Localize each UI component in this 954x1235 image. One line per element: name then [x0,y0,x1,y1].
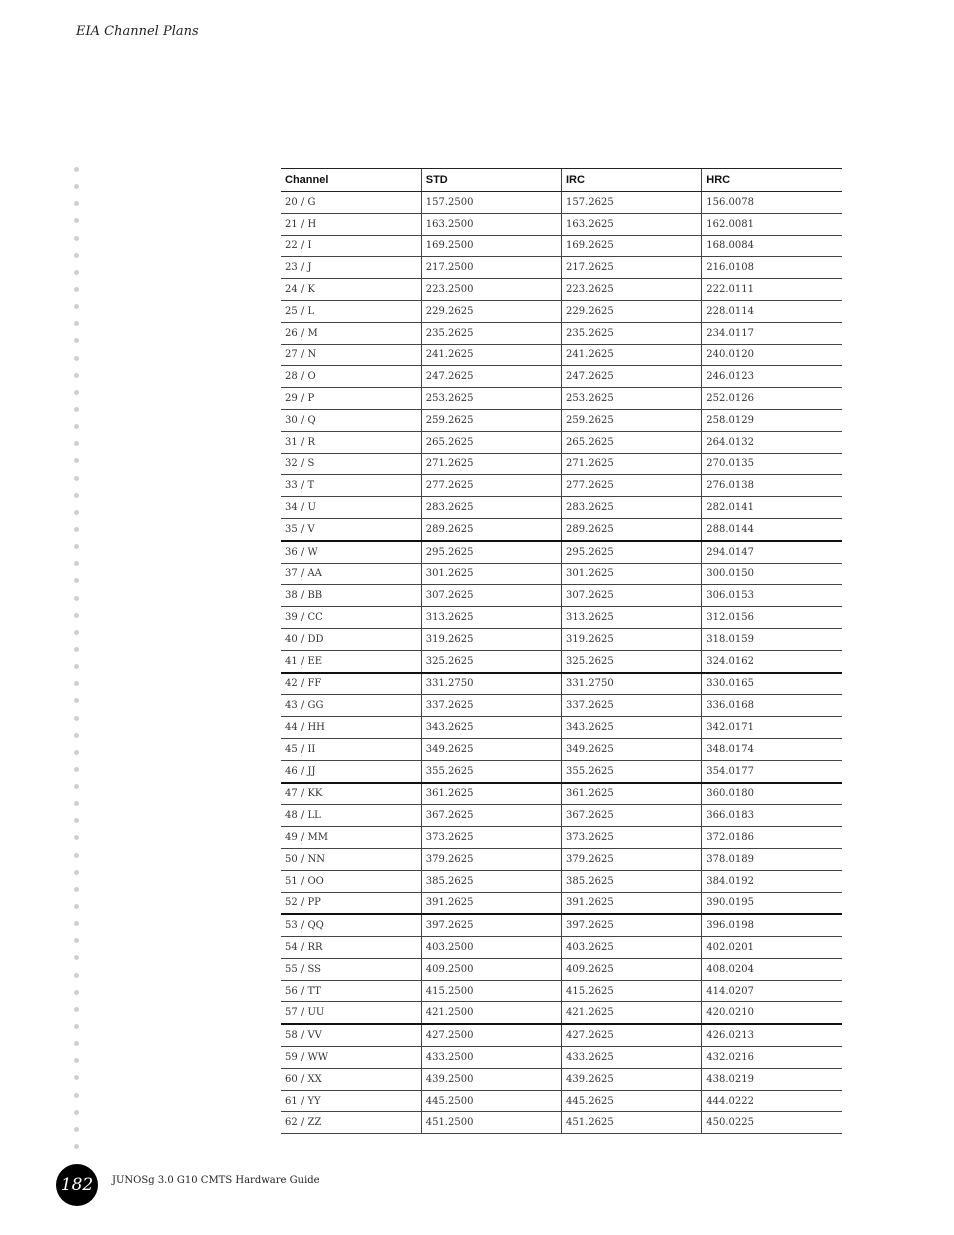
table-row [281,827,842,849]
margin-dot [74,1041,79,1046]
cell-irc: 385.2625 [562,870,702,892]
table-row [281,805,842,827]
column-header-channel: Channel [281,169,421,192]
cell-std: 253.2625 [421,388,561,410]
cell-irc: 325.2625 [562,650,702,672]
table-row [281,431,842,453]
table-row [281,279,842,301]
margin-dot [74,1058,79,1063]
margin-dot [74,1127,79,1132]
table-row [281,366,842,388]
margin-dot [74,1093,79,1098]
cell-hrc: 162.0081 [702,213,842,235]
cell-hrc: 390.0195 [702,892,842,914]
cell-channel: 51 / OO [281,870,421,892]
cell-hrc: 246.0123 [702,366,842,388]
cell-std: 259.2625 [421,409,561,431]
column-header-std: STD [421,169,561,192]
table-row [281,1024,842,1046]
table-row [281,322,842,344]
cell-std: 397.2625 [421,914,561,936]
cell-std: 271.2625 [421,453,561,475]
cell-std: 379.2625 [421,848,561,870]
cell-std: 235.2625 [421,322,561,344]
cell-channel: 30 / Q [281,409,421,431]
cell-std: 439.2500 [421,1068,561,1090]
cell-std: 409.2500 [421,958,561,980]
margin-dot [74,853,79,858]
margin-dot [74,613,79,618]
margin-dot [74,458,79,463]
cell-hrc: 354.0177 [702,760,842,782]
cell-hrc: 420.0210 [702,1002,842,1024]
margin-dot [74,733,79,738]
cell-hrc: 342.0171 [702,717,842,739]
cell-std: 451.2500 [421,1112,561,1134]
cell-irc: 403.2625 [562,937,702,959]
cell-hrc: 450.0225 [702,1112,842,1134]
cell-hrc: 252.0126 [702,388,842,410]
cell-irc: 391.2625 [562,892,702,914]
cell-hrc: 408.0204 [702,958,842,980]
table-row [281,848,842,870]
cell-channel: 41 / EE [281,650,421,672]
cell-hrc: 228.0114 [702,300,842,322]
page-number-badge: 182 [56,1164,98,1206]
margin-dot [74,750,79,755]
cell-std: 289.2625 [421,518,561,540]
table-row [281,257,842,279]
cell-std: 367.2625 [421,805,561,827]
cell-irc: 229.2625 [562,300,702,322]
cell-std: 313.2625 [421,607,561,629]
margin-dot [74,253,79,258]
cell-channel: 35 / V [281,518,421,540]
margin-dot [74,201,79,206]
cell-irc: 157.2625 [562,192,702,214]
cell-std: 361.2625 [421,783,561,805]
cell-hrc: 222.0111 [702,279,842,301]
cell-irc: 265.2625 [562,431,702,453]
table-row [281,717,842,739]
table-row [281,409,842,431]
cell-hrc: 270.0135 [702,453,842,475]
cell-hrc: 288.0144 [702,518,842,540]
cell-hrc: 240.0120 [702,344,842,366]
cell-irc: 331.2750 [562,673,702,695]
table-row [281,958,842,980]
margin-dot [74,698,79,703]
margin-dot [74,1024,79,1029]
cell-hrc: 330.0165 [702,673,842,695]
cell-std: 247.2625 [421,366,561,388]
cell-hrc: 156.0078 [702,192,842,214]
cell-irc: 337.2625 [562,695,702,717]
cell-channel: 42 / FF [281,673,421,695]
cell-channel: 55 / SS [281,958,421,980]
margin-dot-rule [74,167,82,1161]
table-row [281,563,842,585]
table-row [281,892,842,914]
margin-dot [74,596,79,601]
cell-hrc: 294.0147 [702,541,842,563]
margin-dot [74,647,79,652]
table-header-row [281,169,842,192]
cell-irc: 379.2625 [562,848,702,870]
table-row [281,628,842,650]
margin-dot [74,767,79,772]
table-row [281,213,842,235]
cell-channel: 32 / S [281,453,421,475]
cell-channel: 60 / XX [281,1068,421,1090]
cell-std: 421.2500 [421,1002,561,1024]
cell-channel: 43 / GG [281,695,421,717]
margin-dot [74,784,79,789]
margin-dot [74,716,79,721]
margin-dot [74,1007,79,1012]
cell-channel: 47 / KK [281,783,421,805]
cell-irc: 169.2625 [562,235,702,257]
table-row [281,937,842,959]
cell-std: 373.2625 [421,827,561,849]
margin-dot [74,681,79,686]
cell-channel: 56 / TT [281,980,421,1002]
table-row [281,388,842,410]
cell-hrc: 336.0168 [702,695,842,717]
cell-std: 157.2500 [421,192,561,214]
margin-dot [74,990,79,995]
margin-dot [74,236,79,241]
cell-std: 307.2625 [421,585,561,607]
margin-dot [74,955,79,960]
cell-std: 265.2625 [421,431,561,453]
table-row [281,192,842,214]
cell-std: 331.2750 [421,673,561,695]
cell-std: 403.2500 [421,937,561,959]
cell-channel: 26 / M [281,322,421,344]
margin-dot [74,270,79,275]
column-header-irc: IRC [562,169,702,192]
margin-dot [74,390,79,395]
cell-std: 427.2500 [421,1024,561,1046]
margin-dot [74,493,79,498]
cell-irc: 289.2625 [562,518,702,540]
margin-dot [74,356,79,361]
cell-irc: 361.2625 [562,783,702,805]
cell-channel: 38 / BB [281,585,421,607]
cell-hrc: 360.0180 [702,783,842,805]
table-row [281,1068,842,1090]
margin-dot [74,938,79,943]
cell-std: 295.2625 [421,541,561,563]
cell-hrc: 384.0192 [702,870,842,892]
cell-irc: 217.2625 [562,257,702,279]
cell-irc: 235.2625 [562,322,702,344]
cell-hrc: 378.0189 [702,848,842,870]
cell-irc: 223.2625 [562,279,702,301]
margin-dot [74,630,79,635]
cell-hrc: 318.0159 [702,628,842,650]
cell-hrc: 276.0138 [702,475,842,497]
cell-hrc: 366.0183 [702,805,842,827]
footer-book-title: JUNOSg 3.0 G10 CMTS Hardware Guide [112,1175,320,1186]
cell-irc: 367.2625 [562,805,702,827]
margin-dot [74,424,79,429]
table-row [281,518,842,540]
table-row [281,673,842,695]
margin-dot [74,544,79,549]
margin-dot [74,338,79,343]
table-row [281,695,842,717]
table-row [281,585,842,607]
margin-dot [74,373,79,378]
table-row [281,914,842,936]
cell-channel: 44 / HH [281,717,421,739]
cell-hrc: 438.0219 [702,1068,842,1090]
margin-dot [74,818,79,823]
margin-dot [74,921,79,926]
cell-std: 325.2625 [421,650,561,672]
cell-irc: 295.2625 [562,541,702,563]
cell-irc: 241.2625 [562,344,702,366]
margin-dot [74,527,79,532]
cell-channel: 34 / U [281,497,421,519]
margin-dot [74,561,79,566]
table-row [281,607,842,629]
cell-irc: 259.2625 [562,409,702,431]
cell-std: 163.2500 [421,213,561,235]
cell-std: 391.2625 [421,892,561,914]
margin-dot [74,184,79,189]
cell-irc: 313.2625 [562,607,702,629]
margin-dot [74,287,79,292]
cell-hrc: 444.0222 [702,1090,842,1112]
cell-irc: 271.2625 [562,453,702,475]
cell-irc: 409.2625 [562,958,702,980]
table-row [281,783,842,805]
column-header-hrc: HRC [702,169,842,192]
cell-channel: 40 / DD [281,628,421,650]
cell-std: 283.2625 [421,497,561,519]
cell-irc: 343.2625 [562,717,702,739]
cell-irc: 445.2625 [562,1090,702,1112]
table-row [281,300,842,322]
cell-std: 217.2500 [421,257,561,279]
cell-std: 169.2500 [421,235,561,257]
margin-dot [74,304,79,309]
table-row [281,980,842,1002]
cell-std: 385.2625 [421,870,561,892]
cell-std: 343.2625 [421,717,561,739]
cell-irc: 421.2625 [562,1002,702,1024]
cell-channel: 21 / H [281,213,421,235]
cell-channel: 22 / I [281,235,421,257]
cell-irc: 373.2625 [562,827,702,849]
cell-channel: 37 / AA [281,563,421,585]
margin-dot [74,476,79,481]
cell-irc: 439.2625 [562,1068,702,1090]
cell-irc: 277.2625 [562,475,702,497]
cell-irc: 283.2625 [562,497,702,519]
table-row [281,475,842,497]
cell-channel: 36 / W [281,541,421,563]
cell-channel: 50 / NN [281,848,421,870]
cell-hrc: 306.0153 [702,585,842,607]
cell-irc: 307.2625 [562,585,702,607]
margin-dot [74,973,79,978]
margin-dot [74,1110,79,1115]
cell-channel: 58 / VV [281,1024,421,1046]
cell-std: 415.2500 [421,980,561,1002]
margin-dot [74,835,79,840]
cell-channel: 48 / LL [281,805,421,827]
cell-std: 349.2625 [421,738,561,760]
cell-channel: 61 / YY [281,1090,421,1112]
cell-std: 355.2625 [421,760,561,782]
cell-hrc: 168.0084 [702,235,842,257]
table-row [281,1090,842,1112]
margin-dot [74,1075,79,1080]
cell-channel: 29 / P [281,388,421,410]
table-row [281,1112,842,1134]
cell-channel: 33 / T [281,475,421,497]
margin-dot [74,441,79,446]
cell-irc: 163.2625 [562,213,702,235]
cell-channel: 24 / K [281,279,421,301]
cell-std: 319.2625 [421,628,561,650]
cell-std: 433.2500 [421,1047,561,1069]
cell-hrc: 348.0174 [702,738,842,760]
cell-irc: 427.2625 [562,1024,702,1046]
margin-dot [74,321,79,326]
cell-channel: 28 / O [281,366,421,388]
table-row [281,541,842,563]
cell-channel: 23 / J [281,257,421,279]
margin-dot [74,870,79,875]
table-row [281,235,842,257]
cell-irc: 247.2625 [562,366,702,388]
cell-channel: 45 / II [281,738,421,760]
cell-hrc: 426.0213 [702,1024,842,1046]
cell-channel: 62 / ZZ [281,1112,421,1134]
cell-std: 277.2625 [421,475,561,497]
cell-hrc: 414.0207 [702,980,842,1002]
table-row [281,1047,842,1069]
table-row [281,497,842,519]
cell-std: 241.2625 [421,344,561,366]
table-row [281,1002,842,1024]
cell-channel: 46 / JJ [281,760,421,782]
table-row [281,870,842,892]
cell-channel: 57 / UU [281,1002,421,1024]
cell-channel: 27 / N [281,344,421,366]
margin-dot [74,801,79,806]
cell-channel: 52 / PP [281,892,421,914]
cell-channel: 49 / MM [281,827,421,849]
margin-dot [74,578,79,583]
table-row [281,738,842,760]
cell-hrc: 324.0162 [702,650,842,672]
cell-std: 301.2625 [421,563,561,585]
cell-std: 223.2500 [421,279,561,301]
cell-hrc: 372.0186 [702,827,842,849]
cell-std: 337.2625 [421,695,561,717]
cell-hrc: 312.0156 [702,607,842,629]
margin-dot [74,167,79,172]
table-row [281,344,842,366]
margin-dot [74,904,79,909]
cell-irc: 355.2625 [562,760,702,782]
margin-dot [74,664,79,669]
cell-irc: 415.2625 [562,980,702,1002]
cell-std: 229.2625 [421,300,561,322]
cell-irc: 319.2625 [562,628,702,650]
channel-plan-table [281,168,842,1134]
cell-channel: 31 / R [281,431,421,453]
cell-hrc: 402.0201 [702,937,842,959]
margin-dot [74,510,79,515]
cell-hrc: 216.0108 [702,257,842,279]
cell-channel: 39 / CC [281,607,421,629]
cell-hrc: 300.0150 [702,563,842,585]
cell-channel: 59 / WW [281,1047,421,1069]
margin-dot [74,1144,79,1149]
cell-hrc: 282.0141 [702,497,842,519]
cell-channel: 20 / G [281,192,421,214]
cell-hrc: 432.0216 [702,1047,842,1069]
cell-hrc: 264.0132 [702,431,842,453]
table-row [281,650,842,672]
cell-irc: 397.2625 [562,914,702,936]
cell-irc: 451.2625 [562,1112,702,1134]
cell-channel: 53 / QQ [281,914,421,936]
cell-hrc: 234.0117 [702,322,842,344]
cell-hrc: 396.0198 [702,914,842,936]
cell-std: 445.2500 [421,1090,561,1112]
margin-dot [74,218,79,223]
cell-irc: 349.2625 [562,738,702,760]
cell-irc: 301.2625 [562,563,702,585]
margin-dot [74,887,79,892]
cell-channel: 54 / RR [281,937,421,959]
table-row [281,760,842,782]
cell-irc: 433.2625 [562,1047,702,1069]
cell-channel: 25 / L [281,300,421,322]
cell-hrc: 258.0129 [702,409,842,431]
table-row [281,453,842,475]
running-header: EIA Channel Plans [76,24,199,39]
margin-dot [74,407,79,412]
cell-irc: 253.2625 [562,388,702,410]
